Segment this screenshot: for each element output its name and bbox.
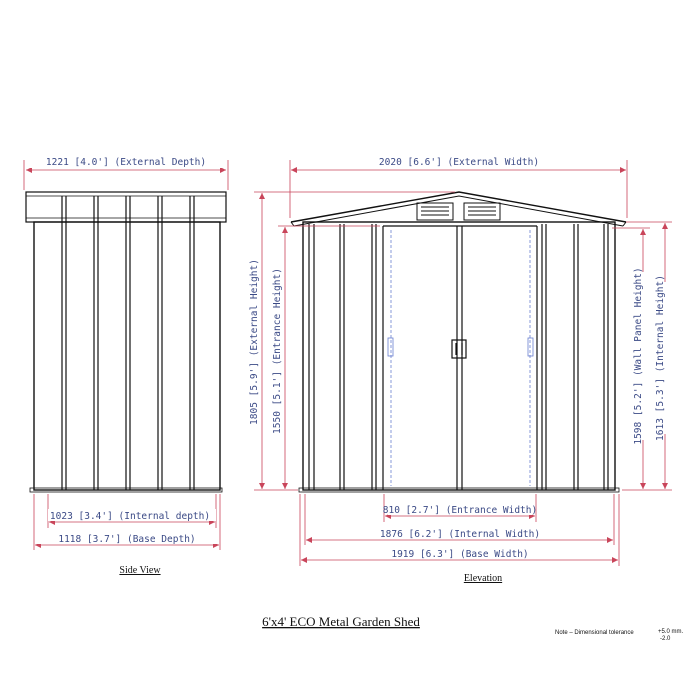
elevation-caption: Elevation	[463, 573, 503, 584]
elevation-body	[303, 222, 615, 490]
tolerance-note: Note – Dimensional tolerance	[555, 630, 634, 636]
internal-height-label: 1613 [5.3'] (Internal Height)	[655, 275, 666, 441]
external-width-label: 2020 [6.6'] (External Width)	[378, 157, 540, 168]
drawing-title: 6'x4' ECO Metal Garden Shed	[262, 614, 420, 629]
external-height-label: 1805 [5.9'] (External Height)	[249, 259, 260, 425]
elevation-ribs	[309, 224, 608, 490]
internal-width-label: 1876 [6.2'] (Internal Width)	[379, 529, 541, 540]
external-depth-label: 1221 [4.0'] (External Depth)	[45, 157, 207, 168]
wall-panel-height-label: 1598 [5.2'] (Wall Panel Height)	[633, 267, 644, 445]
internal-depth-label: 1023 [3.4'] (Internal depth)	[49, 511, 211, 522]
entrance-height-label: 1550 [5.1'] (Entrance Height)	[272, 268, 283, 434]
base-width-label: 1919 [6.3'] (Base Width)	[391, 549, 529, 560]
side-view	[26, 192, 226, 492]
tolerance-minus: -2.0	[660, 636, 671, 642]
elevation	[291, 192, 626, 492]
tolerance-plus: +5.0 mm.	[658, 629, 684, 635]
roof-vents	[417, 203, 500, 220]
side-ribs	[62, 196, 194, 490]
entrance-width-label: 810 [2.7'] (Entrance Width)	[382, 505, 538, 516]
side-view-caption: Side View	[119, 565, 161, 576]
doors	[383, 226, 537, 490]
door-handle	[452, 340, 466, 358]
base-depth-label: 1118 [3.7'] (Base Depth)	[58, 534, 196, 545]
